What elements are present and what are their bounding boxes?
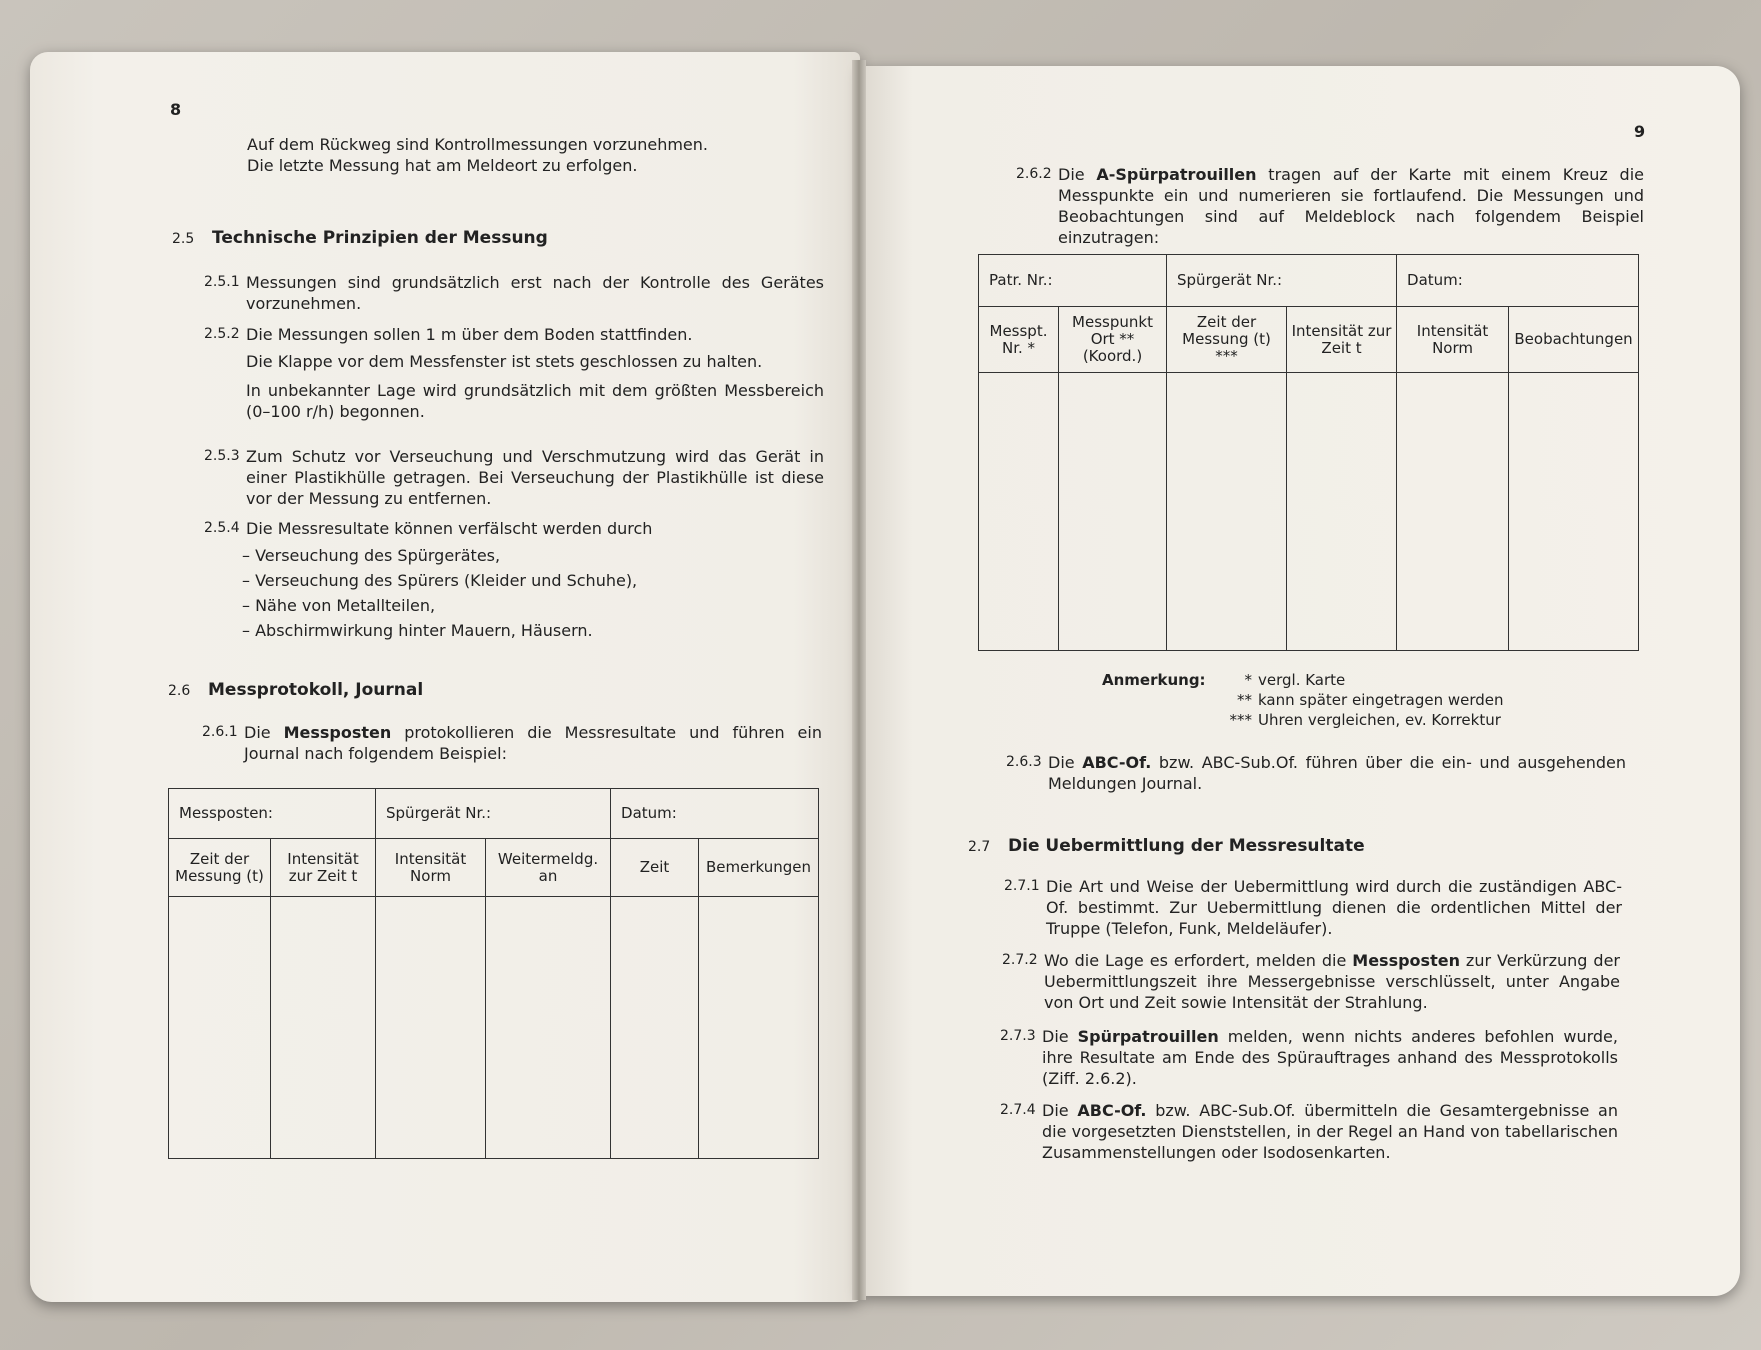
journal-col-header: Weitermeldg. an xyxy=(486,839,611,897)
meldeblock-blank-cell xyxy=(1167,373,1287,651)
journal-blank-cell xyxy=(271,897,376,1159)
journal-col-header: Bemerkungen xyxy=(699,839,819,897)
meldeblock-blank-cell xyxy=(1059,373,1167,651)
meldeblock-col-header: Intensität Norm xyxy=(1397,307,1509,373)
journal-blank-cell xyxy=(699,897,819,1159)
journal-col-header: Intensität zur Zeit t xyxy=(271,839,376,897)
page-number-right: 9 xyxy=(1634,122,1646,141)
book-gutter xyxy=(852,60,866,1300)
bullet-3: – Nähe von Metallteilen, xyxy=(242,596,436,615)
intro-line-2: Die letzte Messung hat am Meldeort zu erfolgen. xyxy=(247,156,638,175)
journal-table xyxy=(168,788,819,1159)
journal-blank-cell xyxy=(486,897,611,1159)
journal-header-spuergeraet: Spürgerät Nr.: xyxy=(376,789,611,839)
meldeblock-blank-cell xyxy=(1397,373,1509,651)
item-2-7-2: 2.7.2 Wo die Lage es erfordert, melden die Messposten zur Verkürzung der Uebermittlungszeit ihre Messergebnisse verschlüsselt, unter Angabe von Ort und Zeit sowie Intensität der Strahlung. xyxy=(1002,951,1620,1012)
meldeblock-col-header: Zeit der Messung (t) *** xyxy=(1167,307,1287,373)
journal-col-header: Zeit der Messung (t) xyxy=(169,839,271,897)
item-2-5-2: 2.5.2 Die Messungen sollen 1 m über dem Boden stattfinden. Die Klappe vor dem Messfenster ist stets geschlossen zu halten. In unbekannter Lage wird grundsätzlich mit dem größten Messbereich (0–100 r/h) begonnen. xyxy=(204,325,824,421)
meldeblock-blank-cell xyxy=(1287,373,1397,651)
bullet-1: – Verseuchung des Spürgerätes, xyxy=(242,546,501,565)
journal-header-datum: Datum: xyxy=(611,789,819,839)
journal-col-header: Intensität Norm xyxy=(376,839,486,897)
section-heading-2-6: 2.6 Messprotokoll, Journal xyxy=(168,680,424,700)
bullet-4: – Abschirmwirkung hinter Mauern, Häusern. xyxy=(242,621,593,640)
item-2-5-3: 2.5.3 Zum Schutz vor Verseuchung und Verschmutzung wird das Gerät in einer Plastikhülle getragen. Bei Verseuchung der Plastikhülle ist diese vor der Messung zu entfernen. xyxy=(204,447,824,508)
meldeblock-blank-cell xyxy=(979,373,1059,651)
item-2-5-1: 2.5.1 Messungen sind grundsätzlich erst nach der Kontrolle des Gerätes vorzunehmen. xyxy=(204,273,824,313)
item-2-7-3: 2.7.3 Die Spürpatrouillen melden, wenn nichts anderes befohlen wurde, ihre Resultate am Ende des Spürauftrages anhand des Messprotokolls (Ziff. 2.6.2). xyxy=(1000,1027,1618,1088)
meldeblock-col-header: Messpunkt Ort ** (Koord.) xyxy=(1059,307,1167,373)
anmerkung-note-2: ** kann später eingetragen werden xyxy=(1237,691,1504,709)
item-2-6-3: 2.6.3 Die ABC-Of. bzw. ABC-Sub.Of. führen über die ein- und ausgehenden Meldungen Journal. xyxy=(1006,753,1626,793)
meldeblock-header-patr: Patr. Nr.: xyxy=(979,255,1167,307)
item-2-7-4: 2.7.4 Die ABC-Of. bzw. ABC-Sub.Of. übermitteln die Gesamtergebnisse an die vorgesetzten Dienststellen, in der Regel an Hand von tabellarischen Zusammenstellungen oder Isodosenkarten. xyxy=(1000,1101,1618,1162)
section-heading-2-5: 2.5 Technische Prinzipien der Messung xyxy=(172,228,548,248)
meldeblock-col-header: Intensität zur Zeit t xyxy=(1287,307,1397,373)
meldeblock-col-header: Beobachtungen xyxy=(1509,307,1639,373)
section-heading-2-7: 2.7 Die Uebermittlung der Messresultate xyxy=(968,836,1365,856)
page-number-left: 8 xyxy=(170,100,182,119)
meldeblock-col-header: Messpt. Nr. * xyxy=(979,307,1059,373)
meldeblock-header-datum: Datum: xyxy=(1397,255,1639,307)
anmerkung-note-3: *** Uhren vergleichen, ev. Korrektur xyxy=(1229,711,1501,729)
item-2-6-2: 2.6.2 Die A-Spürpatrouillen tragen auf der Karte mit einem Kreuz die Messpunkte ein und numerieren sie fortlaufend. Die Messungen und Beobachtungen sind auf Meldeblock nach folgendem Beispiel einzutragen: xyxy=(1016,165,1644,247)
item-2-5-4: 2.5.4 Die Messresultate können verfälscht werden durch xyxy=(204,519,653,538)
item-2-7-1: 2.7.1 Die Art und Weise der Uebermittlung wird durch die zuständigen ABC-Of. bestimmt. Zur Uebermittlung dienen die ordentlichen Mittel der Truppe (Telefon, Funk, Meldeläufer). xyxy=(1004,877,1622,938)
journal-blank-cell xyxy=(376,897,486,1159)
journal-blank-cell xyxy=(169,897,271,1159)
bullet-2: – Verseuchung des Spürers (Kleider und Schuhe), xyxy=(242,571,638,590)
intro-line-1: Auf dem Rückweg sind Kontrollmessungen vorzunehmen. xyxy=(247,135,708,154)
meldeblock-blank-cell xyxy=(1509,373,1639,651)
anmerkung-block: Anmerkung: * vergl. Karte ** kann später eingetragen werden *** Uhren vergleichen, ev. Korrektur xyxy=(1102,671,1504,729)
journal-col-header: Zeit xyxy=(611,839,699,897)
meldeblock-table xyxy=(978,254,1639,651)
item-2-6-1: 2.6.1 Die Messposten protokollieren die Messresultate und führen ein Journal nach folgendem Beispiel: xyxy=(202,723,822,763)
journal-blank-cell xyxy=(611,897,699,1159)
meldeblock-header-spuergeraet: Spürgerät Nr.: xyxy=(1167,255,1397,307)
journal-header-messposten: Messposten: xyxy=(169,789,376,839)
intro-text xyxy=(247,134,747,176)
anmerkung-note-1: * vergl. Karte xyxy=(1244,671,1346,689)
